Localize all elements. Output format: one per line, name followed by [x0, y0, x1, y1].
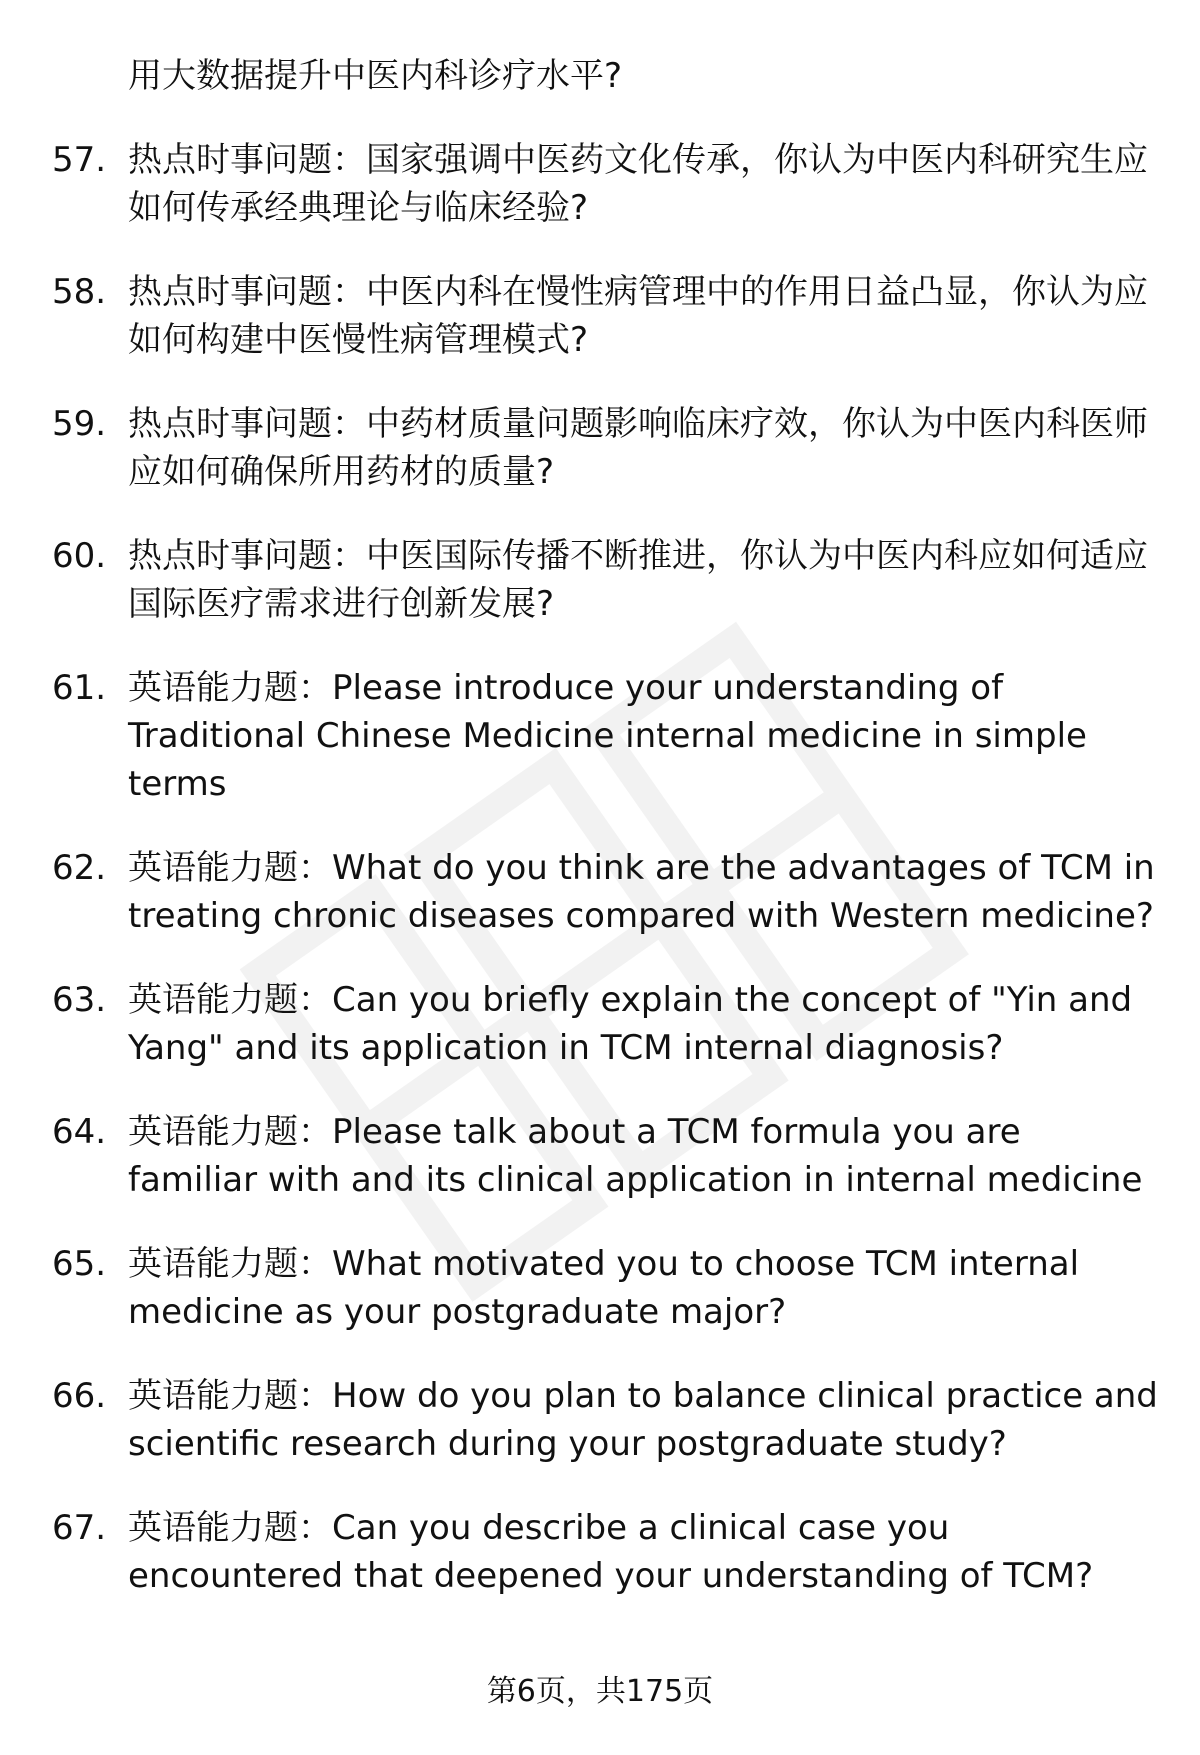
question-text: 英语能力题：What motivated you to choose TCM internal medicine as your postgraduate major? — [128, 1244, 1080, 1332]
question-number: 64. — [52, 1112, 107, 1152]
question-text: 热点时事问题：中药材质量问题影响临床疗效，你认为中医内科医师应如何确保所用药材的质量? — [128, 404, 1148, 492]
question-text: 热点时事问题：中医内科在慢性病管理中的作用日益凸显，你认为应如何构建中医慢性病管理模式? — [128, 272, 1148, 360]
continuation-text: 用大数据提升中医内科诊疗水平? — [128, 56, 623, 96]
question-number: 60. — [52, 536, 107, 576]
question-text: 热点时事问题：国家强调中医药文化传承，你认为中医内科研究生应如何传承经典理论与临床经验? — [128, 140, 1148, 228]
question-text: 英语能力题：What do you think are the advantages of TCM in treating chronic diseases compared with Western medicine? — [128, 848, 1155, 936]
question-number: 59. — [52, 404, 107, 444]
question-number: 65. — [52, 1244, 107, 1284]
question-number: 61. — [52, 668, 107, 708]
content-area — [0, 52, 1200, 1600]
question-item — [0, 844, 1158, 940]
question-number: 58. — [52, 272, 107, 312]
question-item — [0, 1240, 1158, 1336]
question-item — [0, 136, 1158, 232]
question-item — [0, 1372, 1158, 1468]
question-item — [0, 1108, 1158, 1204]
question-number: 66. — [52, 1376, 107, 1416]
question-list — [0, 136, 1200, 1600]
question-text: 英语能力题：Please talk about a TCM formula you are familiar with and its clinical application in internal medicine — [128, 1112, 1143, 1200]
question-item — [0, 532, 1158, 628]
question-number: 62. — [52, 848, 107, 888]
question-text: 英语能力题：How do you plan to balance clinical practice and scientific research during your postgraduate study? — [128, 1376, 1158, 1464]
question-text: 英语能力题：Please introduce your understanding of Traditional Chinese Medicine internal medicine in simple terms — [128, 668, 1087, 804]
question-item — [0, 400, 1158, 496]
question-text: 热点时事问题：中医国际传播不断推进，你认为中医内科应如何适应国际医疗需求进行创新发展? — [128, 536, 1148, 624]
question-number: 67. — [52, 1508, 107, 1548]
page-footer: 第6页，共175页 — [486, 1674, 714, 1709]
question-text: 英语能力题：Can you describe a clinical case you encountered that deepened your understanding of TCM? — [128, 1508, 1094, 1596]
question-item — [0, 268, 1158, 364]
question-item — [0, 976, 1158, 1072]
question-text: 英语能力题：Can you briefly explain the concept of "Yin and Yang" and its application in TCM internal diagnosis? — [128, 980, 1133, 1068]
question-number: 57. — [52, 140, 107, 180]
question-item — [0, 664, 1158, 808]
question-number: 63. — [52, 980, 107, 1020]
question-item — [0, 1504, 1158, 1600]
